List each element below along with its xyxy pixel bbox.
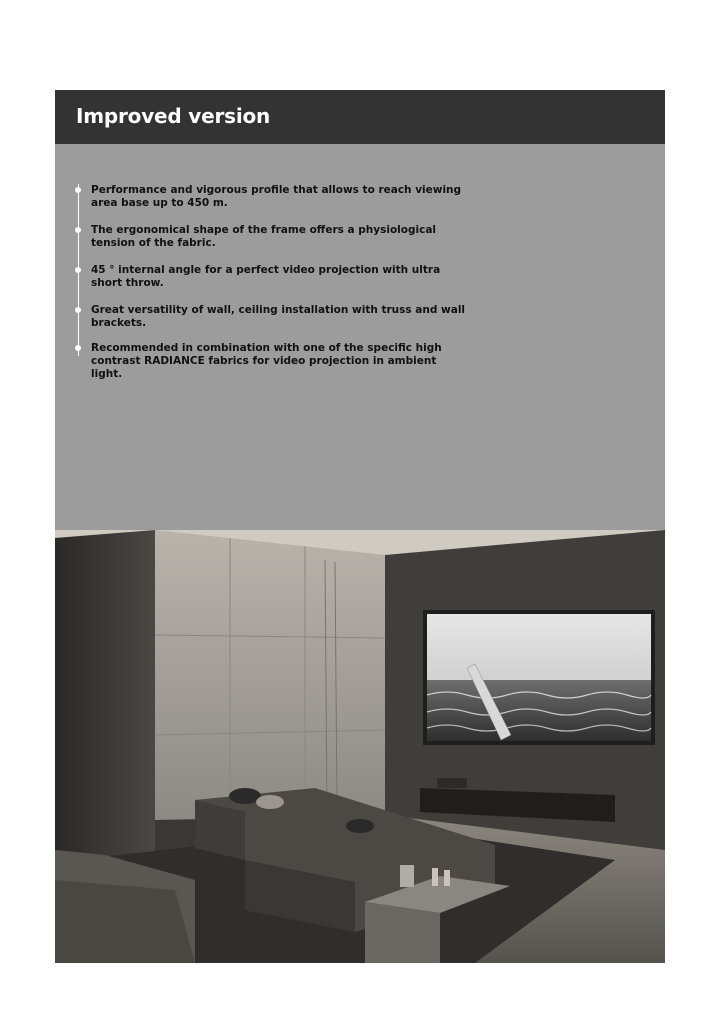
home-cinema-photo <box>55 530 665 963</box>
feature-text: The ergonomical shape of the frame offers a physiological tension of the fabric. <box>91 224 436 249</box>
feature-item <box>91 184 471 210</box>
feature-item <box>91 304 471 330</box>
feature-text: 45 ° internal angle for a perfect video projection with ultra short throw. <box>91 264 441 289</box>
feature-text: Performance and vigorous profile that allows to reach viewing area base up to 450 m. <box>91 184 462 209</box>
bullet-dot-icon <box>75 345 81 351</box>
header-bar <box>55 90 665 144</box>
bullet-dot-icon <box>75 267 81 273</box>
feature-item <box>91 342 471 381</box>
feature-item <box>91 224 471 250</box>
bullet-dot-icon <box>75 307 81 313</box>
feature-list <box>55 144 665 530</box>
feature-text: Great versatility of wall, ceiling installation with truss and wall brackets. <box>91 304 466 329</box>
features-panel <box>55 144 665 530</box>
home-cinema-illustration <box>55 530 665 963</box>
feature-text: Recommended in combination with one of the specific high contrast RADIANCE fabrics for video projection in ambient light. <box>91 342 442 380</box>
bullet-dot-icon <box>75 227 81 233</box>
page-title: Improved version <box>76 104 271 128</box>
bullet-dot-icon <box>75 187 81 193</box>
feature-item <box>91 264 471 290</box>
